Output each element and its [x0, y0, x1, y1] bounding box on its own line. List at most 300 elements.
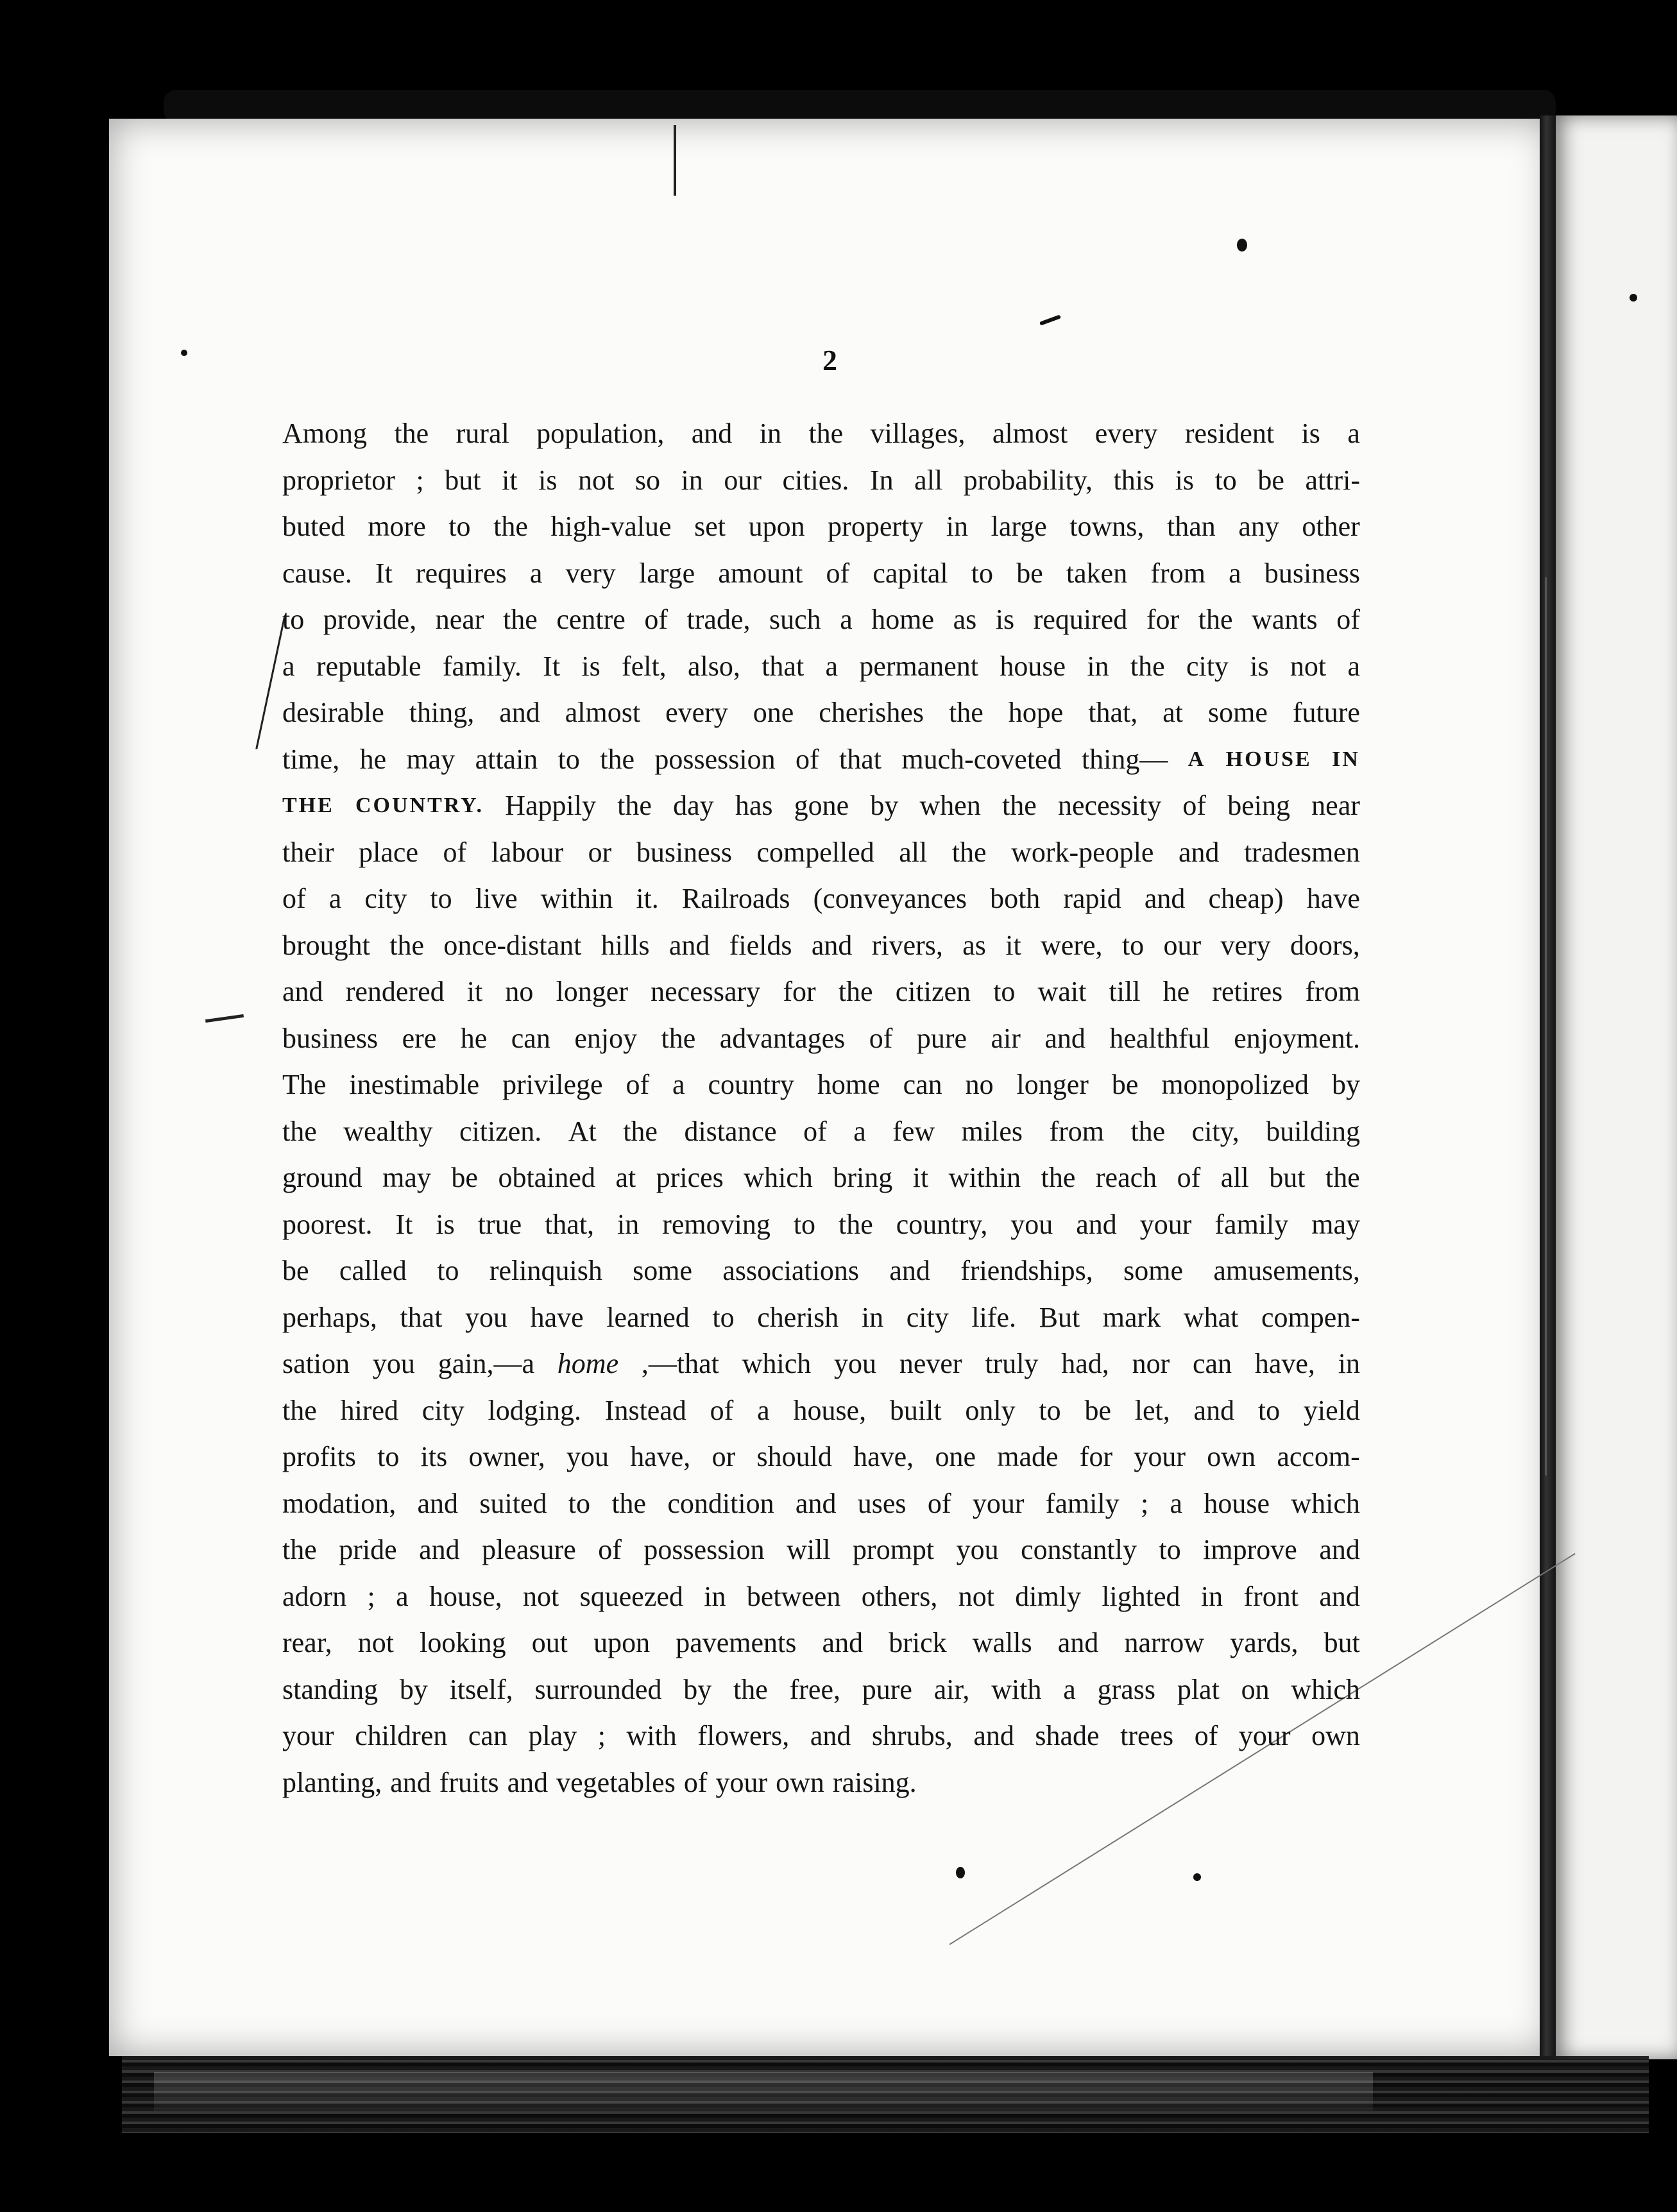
text-word: which: [742, 1348, 812, 1379]
text-word: in: [1338, 1348, 1360, 1379]
text-word: a: [1170, 1487, 1183, 1519]
text-word: cherishes: [819, 697, 924, 728]
text-word: thing,: [409, 697, 475, 728]
text-word: the: [493, 511, 528, 542]
text-word: citizen.: [459, 1115, 542, 1147]
text-word: and: [822, 1627, 864, 1658]
text-word: lodging.: [488, 1394, 581, 1426]
text-word: brought: [282, 929, 370, 961]
text-word: very: [1220, 929, 1271, 961]
text-word: ground: [282, 1162, 362, 1193]
text-word: the: [838, 1208, 873, 1240]
text-word: not: [1290, 650, 1327, 682]
text-word: by: [1331, 1069, 1360, 1100]
text-word: by: [683, 1673, 712, 1705]
text-word: be: [1084, 1394, 1111, 1426]
text-word: and: [810, 1720, 851, 1751]
text-line: [282, 597, 1360, 643]
text-word: being: [1227, 790, 1290, 821]
text-line: [282, 876, 1360, 923]
text-word: large: [638, 557, 695, 589]
text-word: you: [372, 1348, 415, 1379]
text-word: air,: [933, 1673, 970, 1705]
text-word: of: [1182, 790, 1207, 821]
text-word: all: [1220, 1162, 1249, 1193]
text-word: all: [914, 464, 943, 496]
text-word: wealthy: [343, 1115, 433, 1147]
text-line: [282, 504, 1360, 550]
text-word: or: [588, 836, 612, 868]
text-word: bring: [833, 1162, 893, 1193]
text-word: brick: [889, 1627, 947, 1658]
text-word: be: [282, 1255, 309, 1286]
text-word: is: [581, 650, 600, 682]
text-word: hired: [340, 1394, 398, 1426]
text-word: may: [382, 1162, 431, 1193]
text-word: attain: [475, 743, 538, 775]
text-word: probability,: [963, 464, 1093, 496]
text-word: can: [511, 1022, 550, 1054]
text-word: family: [1045, 1487, 1119, 1519]
text-word: be: [1111, 1069, 1139, 1100]
text-word: you: [566, 1441, 609, 1472]
text-word: looking: [420, 1627, 506, 1658]
text-word: in: [1200, 1580, 1223, 1612]
text-line: [282, 830, 1360, 876]
text-word: to: [568, 1487, 591, 1519]
text-word: home: [871, 604, 935, 635]
text-word: other: [1302, 511, 1360, 542]
text-word: a: [757, 1394, 770, 1426]
body-text: [282, 411, 1360, 1806]
text-word: towns,: [1069, 511, 1145, 542]
text-word: have,: [630, 1441, 691, 1472]
text-word: to: [1039, 1394, 1061, 1426]
text-word: out: [531, 1627, 568, 1658]
text-word: amusements,: [1213, 1255, 1360, 1286]
text-word: built: [889, 1394, 942, 1426]
text-word: business: [1264, 557, 1360, 589]
text-word: the: [282, 1534, 317, 1565]
text-word: a: [1063, 1673, 1076, 1705]
text-word: felt,: [622, 650, 667, 682]
text-word: city: [1186, 650, 1229, 682]
text-word: miles: [961, 1115, 1023, 1147]
text-word: of: [826, 557, 850, 589]
text-word: cause.: [282, 557, 352, 589]
text-word: It: [375, 557, 393, 589]
text-word: large: [991, 511, 1047, 542]
text-word: the: [1002, 790, 1037, 821]
text-word: free,: [789, 1673, 840, 1705]
text-word: ;: [416, 464, 424, 496]
text-word: of: [1336, 604, 1360, 635]
text-word: necessity: [1057, 790, 1162, 821]
text-word: rural: [455, 418, 509, 449]
text-word: one: [753, 697, 794, 728]
text-word: a: [840, 604, 853, 635]
text-word: children: [355, 1720, 448, 1751]
text-word: city: [906, 1301, 949, 1333]
ink-speck: [1630, 294, 1637, 302]
text-word: place: [359, 836, 418, 868]
text-word: it: [502, 464, 518, 496]
text-line: [282, 1295, 1360, 1341]
text-word: is: [995, 604, 1015, 635]
text-word: cities.: [782, 464, 849, 496]
text-word: in: [861, 1301, 884, 1333]
text-word: upon: [593, 1627, 651, 1658]
text-line: [282, 1434, 1360, 1481]
text-word: and: [1319, 1534, 1360, 1565]
text-word: which: [1291, 1673, 1360, 1705]
text-word: he: [1162, 976, 1190, 1007]
text-word: is: [1250, 650, 1269, 682]
text-word: own: [1207, 1441, 1256, 1472]
text-line: [282, 1062, 1360, 1109]
text-word: healthful: [1109, 1022, 1210, 1054]
text-word: house,: [429, 1580, 502, 1612]
text-word: have,: [1254, 1348, 1315, 1379]
text-word: a: [672, 1069, 685, 1100]
text-word: is: [436, 1208, 455, 1240]
text-line: [282, 736, 1360, 783]
text-word: front: [1243, 1580, 1299, 1612]
text-line: [282, 1202, 1360, 1248]
text-word: almost: [992, 418, 1068, 449]
text-word: Railroads: [681, 883, 790, 914]
text-word: compen-: [1261, 1301, 1360, 1333]
text-word: has: [735, 790, 773, 821]
text-word: and: [1057, 1627, 1099, 1658]
pen-stroke-mark: [674, 125, 676, 196]
text-word: and: [691, 418, 733, 449]
text-word: life.: [971, 1301, 1016, 1333]
text-word: have,: [853, 1441, 914, 1472]
text-word: that: [839, 743, 881, 775]
text-word: pleasure: [482, 1534, 576, 1565]
text-word: of: [796, 743, 819, 775]
text-word: the: [600, 743, 635, 775]
text-word: be: [451, 1162, 478, 1193]
text-word: obtained: [498, 1162, 595, 1193]
text-word: At: [568, 1115, 597, 1147]
text-word: a: [853, 1115, 866, 1147]
text-line: [282, 643, 1360, 690]
text-line: [282, 1667, 1360, 1714]
text-word: can: [1193, 1348, 1232, 1379]
text-word: nor: [1132, 1348, 1170, 1379]
text-word: Instead: [604, 1394, 686, 1426]
text-word: to: [377, 1441, 400, 1472]
text-word: truly: [985, 1348, 1039, 1379]
text-word: have: [1306, 883, 1360, 914]
text-word: a: [328, 883, 342, 914]
text-word: such: [769, 604, 821, 635]
text-word: wants: [1252, 604, 1318, 635]
text-word: with: [991, 1673, 1042, 1705]
text-word: provide,: [323, 604, 417, 635]
text-word: and: [1193, 1394, 1235, 1426]
text-word: sation: [282, 1348, 350, 1379]
page-number: 2: [822, 344, 837, 377]
text-word: taken: [1066, 557, 1128, 589]
text-word: monopolized: [1161, 1069, 1309, 1100]
text-word: to: [437, 1255, 459, 1286]
text-word: country: [708, 1069, 794, 1100]
text-word: time,: [282, 743, 340, 775]
text-word: necessary: [651, 976, 761, 1007]
text-word: city: [421, 1394, 464, 1426]
text-word: permanent: [859, 650, 979, 682]
text-word: both: [990, 883, 1041, 914]
text-word: our: [1163, 929, 1202, 961]
text-word: that,: [545, 1208, 595, 1240]
text-word: yield: [1303, 1394, 1360, 1426]
text-word: should: [756, 1441, 832, 1472]
text-word: mark: [1102, 1301, 1161, 1333]
text-word: profits: [282, 1441, 356, 1472]
text-word: of: [869, 1022, 893, 1054]
text-word: grass: [1097, 1673, 1156, 1705]
text-line: [282, 1016, 1360, 1062]
text-word: your: [282, 1720, 334, 1751]
text-word: that,: [1088, 697, 1138, 728]
text-word: between: [746, 1580, 841, 1612]
text-word: itself,: [449, 1673, 513, 1705]
text-word: the: [1041, 1162, 1076, 1193]
text-word: upon: [748, 511, 805, 542]
facing-page-edge: [1556, 115, 1677, 2059]
text-word: that: [762, 650, 804, 682]
text-word: accom-: [1277, 1441, 1360, 1472]
text-word: some: [1207, 697, 1268, 728]
text-word: fields: [729, 929, 792, 961]
text-word: associations: [722, 1255, 860, 1286]
text-word: citizen: [895, 976, 971, 1007]
text-word: house,: [793, 1394, 867, 1426]
text-word: not: [578, 464, 615, 496]
text-word: your: [972, 1487, 1025, 1519]
text-word: he: [460, 1022, 488, 1054]
text-word: villages,: [870, 418, 966, 449]
text-word: and: [419, 1534, 460, 1565]
text-word: Among: [282, 418, 367, 449]
text-word: of: [598, 1534, 622, 1565]
text-line: [282, 1481, 1360, 1527]
text-word: and: [668, 929, 710, 961]
text-word: a: [282, 650, 295, 682]
text-word: it: [466, 976, 483, 1007]
text-line: [282, 690, 1360, 736]
text-word: and: [1319, 1580, 1360, 1612]
text-word: modation,: [282, 1487, 396, 1519]
text-word: and: [499, 697, 540, 728]
text-word: but: [445, 464, 481, 496]
text-word: some: [633, 1255, 693, 1286]
text-word: may: [406, 743, 455, 775]
text-word: relinquish: [489, 1255, 602, 1286]
text-word: own: [1311, 1720, 1360, 1751]
text-word: A: [1188, 747, 1206, 771]
text-word: the: [503, 604, 538, 635]
text-word: of: [282, 883, 306, 914]
text-line: [282, 923, 1360, 969]
text-word: a: [1229, 557, 1241, 589]
text-word: adorn: [282, 1580, 347, 1612]
text-word: centre: [556, 604, 626, 635]
text-word: our: [724, 464, 762, 496]
text-word: what: [1183, 1301, 1239, 1333]
text-word: the: [623, 1115, 658, 1147]
text-word: it: [912, 1162, 929, 1193]
text-word: to: [1214, 464, 1237, 496]
text-word: a: [1347, 650, 1360, 682]
text-word: and: [811, 929, 853, 961]
text-word: the: [1130, 650, 1165, 682]
text-word: learned: [606, 1301, 690, 1333]
text-word: not: [523, 1580, 559, 1612]
text-line: [282, 411, 1360, 457]
text-word: and: [973, 1720, 1014, 1751]
text-word: rendered: [345, 976, 445, 1007]
text-word: high-value: [550, 511, 672, 542]
text-word: in: [759, 418, 781, 449]
text-word: the: [951, 836, 987, 868]
text-word: when: [919, 790, 981, 821]
text-word: reach: [1095, 1162, 1157, 1193]
text-word: it.: [636, 883, 659, 914]
text-word: ;: [367, 1580, 375, 1612]
text-word: in: [946, 511, 969, 542]
text-word: to: [712, 1301, 735, 1333]
text-word: as: [953, 604, 977, 635]
text-word: but: [1269, 1162, 1306, 1193]
text-word: a: [825, 650, 838, 682]
text-word: perhaps,: [282, 1301, 377, 1333]
text-word: compelled: [756, 836, 874, 868]
text-line: [282, 1388, 1360, 1434]
text-word: that: [400, 1301, 443, 1333]
text-word: have: [530, 1301, 584, 1333]
text-word: for: [1146, 604, 1180, 635]
text-word: prices: [656, 1162, 724, 1193]
text-word: your: [1139, 1208, 1192, 1240]
text-word: is: [1301, 418, 1320, 449]
text-line: [282, 1109, 1360, 1155]
text-word: play: [528, 1720, 577, 1751]
text-word: and: [1044, 1022, 1085, 1054]
text-word: cherish: [757, 1301, 839, 1333]
text-word: it: [1005, 929, 1021, 961]
text-word: the: [282, 1394, 317, 1426]
text-word: squeezed: [579, 1580, 683, 1612]
text-word: made: [997, 1441, 1059, 1472]
text-word: attri-: [1305, 464, 1360, 496]
text-line: [282, 1341, 1360, 1388]
text-word: for: [1079, 1441, 1113, 1472]
text-word: which: [744, 1162, 813, 1193]
text-word: the: [1198, 604, 1233, 635]
text-word: or: [711, 1441, 736, 1472]
text-word: as: [962, 929, 986, 961]
text-word: the: [1130, 1115, 1166, 1147]
text-word: can: [468, 1720, 507, 1751]
text-word: constantly: [1021, 1534, 1137, 1565]
text-word: the: [808, 418, 844, 449]
text-word: advantages: [719, 1022, 846, 1054]
text-word: you: [465, 1301, 508, 1333]
text-word: at: [615, 1162, 636, 1193]
text-word: trade,: [686, 604, 751, 635]
text-word: very: [565, 557, 616, 589]
text-line: [282, 1527, 1360, 1574]
text-word: a: [529, 557, 543, 589]
text-word: the: [611, 1487, 647, 1519]
text-word: set: [694, 511, 726, 542]
text-word: much-coveted: [901, 743, 1062, 775]
text-word: family.: [442, 650, 522, 682]
text-word: rapid: [1063, 883, 1121, 914]
text-word: but: [1324, 1627, 1360, 1658]
text-word: near: [1311, 790, 1360, 821]
text-word: you: [1010, 1208, 1053, 1240]
ink-speck: [181, 350, 187, 356]
text-word: never: [899, 1348, 962, 1379]
text-word: near: [435, 604, 484, 635]
text-word: and: [1144, 883, 1186, 914]
text-word: proprietor: [282, 464, 395, 496]
text-word: home: [557, 1348, 619, 1379]
text-word: with: [626, 1720, 677, 1751]
text-word: wait: [1037, 976, 1087, 1007]
text-word: distance: [684, 1115, 777, 1147]
text-word: of: [626, 1069, 650, 1100]
bottom-edge-highlight: [154, 2072, 1373, 2111]
page-gutter: [1540, 115, 1556, 2059]
text-line: [282, 1713, 1360, 1760]
text-word: But: [1039, 1301, 1080, 1333]
text-word: labour: [491, 836, 564, 868]
ink-speck: [956, 1867, 965, 1878]
text-word: city,: [1191, 1115, 1239, 1147]
text-word: of: [443, 836, 467, 868]
text-word: of: [927, 1487, 951, 1519]
text-word: condition: [667, 1487, 774, 1519]
text-word: surrounded: [534, 1673, 662, 1705]
text-word: your: [1134, 1441, 1186, 1472]
text-word: be: [1016, 557, 1043, 589]
text-word: their: [282, 836, 334, 868]
text-word: on: [1241, 1673, 1270, 1705]
ink-speck: [1237, 239, 1247, 251]
text-word: required: [1033, 604, 1128, 635]
text-word: ;: [597, 1720, 606, 1751]
text-word: gone: [794, 790, 849, 821]
text-word: It: [395, 1208, 413, 1240]
text-line: [282, 969, 1360, 1016]
text-word: not: [958, 1580, 994, 1612]
text-word: pure: [916, 1022, 967, 1054]
text-word: the: [282, 1115, 317, 1147]
text-word: few: [892, 1115, 935, 1147]
text-word: within: [948, 1162, 1021, 1193]
text-word: rear,: [282, 1627, 332, 1658]
text-word: lighted: [1102, 1580, 1180, 1612]
text-word: its: [420, 1441, 448, 1472]
text-word: of: [644, 604, 668, 635]
text-word: may: [1311, 1208, 1360, 1240]
